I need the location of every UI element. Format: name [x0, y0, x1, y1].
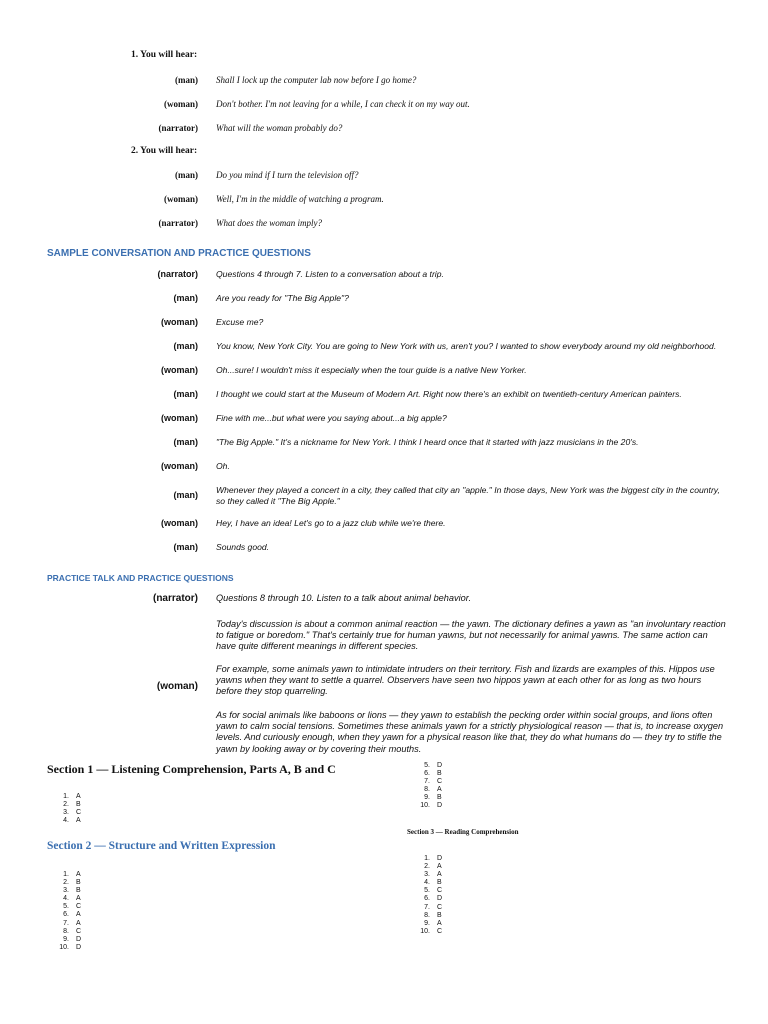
answer-key-list — [414, 855, 449, 936]
answer-key-item — [414, 928, 449, 936]
answer-letter: A — [76, 793, 81, 800]
talk-intro: Questions 8 through 10. Listen to a talk about animal behavior. — [216, 593, 472, 603]
speaker-label: (man) — [173, 341, 198, 351]
speaker-label: (woman) — [161, 317, 198, 327]
dialogue-line: What will the woman probably do? — [216, 123, 343, 133]
answer-letter: A — [76, 919, 81, 927]
answer-number: 2. — [63, 879, 69, 887]
answer-letter: D — [76, 943, 82, 951]
answer-number: 4. — [424, 879, 430, 887]
answer-key-item — [414, 912, 449, 920]
answer-key-list — [53, 793, 88, 825]
answer-number: 3. — [63, 887, 69, 895]
speaker-label: (woman) — [164, 99, 198, 109]
dialogue-line: Questions 4 through 7. Listen to a conversation about a trip. — [216, 269, 444, 279]
answer-letter: B — [76, 801, 81, 809]
section-heading: SAMPLE CONVERSATION AND PRACTICE QUESTIONS — [47, 248, 311, 259]
answer-key-item — [53, 895, 88, 903]
answer-number: 10. — [420, 927, 430, 935]
answer-letter: B — [76, 887, 81, 895]
answer-number: 9. — [424, 919, 430, 927]
answer-key-item — [53, 871, 88, 879]
speaker-label: (narrator) — [158, 123, 198, 133]
answer-key-item — [53, 887, 88, 895]
answer-key-item — [414, 887, 449, 895]
speaker-label: (man) — [173, 389, 198, 399]
answer-number: 10. — [420, 802, 430, 810]
answer-key-item — [414, 762, 449, 770]
answer-number: 2. — [63, 801, 69, 809]
answer-number: 4. — [63, 895, 69, 903]
answer-letter: D — [437, 855, 443, 862]
answer-number: 1. — [424, 855, 430, 862]
dialogue-line: Shall I lock up the computer lab now before I go home? — [216, 75, 417, 85]
dialogue-line: Do you mind if I turn the television off? — [216, 170, 359, 180]
speaker-label: (woman) — [161, 518, 198, 528]
answer-key-title: Section 1 — Listening Comprehension, Parts A, B and C — [47, 762, 336, 776]
answer-key-item — [53, 944, 88, 952]
dialogue-line: Are you ready for "The Big Apple"? — [216, 293, 349, 303]
answer-letter: C — [76, 903, 82, 911]
answer-letter: A — [76, 817, 81, 825]
dialogue-line: "The Big Apple." It's a nickname for New York. I think I heard once that it started with jazz musicians in the 20's. — [216, 437, 639, 447]
answer-key-item — [414, 904, 449, 912]
speaker-label: (woman) — [161, 365, 198, 375]
answer-number: 8. — [424, 786, 430, 794]
answer-key-title: Section 3 — Reading Comprehension — [407, 828, 519, 836]
speaker-label: (narrator) — [158, 218, 198, 228]
speaker-label: (man) — [173, 490, 198, 500]
answer-key-item — [414, 794, 449, 802]
answer-letter: B — [437, 879, 442, 887]
answer-key-item — [53, 879, 88, 887]
answer-letter: C — [437, 887, 443, 895]
answer-number: 7. — [424, 778, 430, 786]
answer-key-item — [414, 863, 449, 871]
dialogue-line: Excuse me? — [216, 317, 264, 327]
answer-key-item — [414, 920, 449, 928]
dialogue-line: Well, I'm in the middle of watching a program. — [216, 194, 384, 204]
speaker-label: (man) — [175, 75, 198, 85]
answer-key-item — [53, 793, 88, 801]
section-heading: PRACTICE TALK AND PRACTICE QUESTIONS — [47, 573, 234, 583]
answer-number: 3. — [63, 809, 69, 817]
answer-number: 5. — [424, 762, 430, 769]
item-1-title: 1. You will hear: — [131, 50, 198, 60]
dialogue-line: Hey, I have an idea! Let's go to a jazz club while we're there. — [216, 518, 446, 528]
answer-key-item — [414, 778, 449, 786]
dialogue-line: Oh. — [216, 461, 230, 471]
speaker-label: (man) — [173, 542, 198, 552]
answer-letter: D — [437, 762, 443, 769]
answer-key-item — [414, 786, 449, 794]
answer-key-item — [414, 770, 449, 778]
dialogue-line: Don't bother. I'm not leaving for a while, I can check it on my way out. — [216, 99, 470, 109]
answer-letter: A — [437, 871, 442, 879]
answer-key-item — [53, 928, 88, 936]
answer-key-item — [414, 895, 449, 903]
dialogue-line: I thought we could start at the Museum of Modern Art. Right now there's an exhibit on twentieth-century American painters. — [216, 389, 682, 399]
answer-key-item — [414, 802, 449, 810]
dialogue-line: Oh...sure! I wouldn't miss it especially when the tour guide is a native New Yorker. — [216, 365, 527, 375]
answer-number: 5. — [424, 887, 430, 895]
answer-letter: C — [437, 927, 443, 935]
answer-number: 9. — [63, 935, 69, 943]
answer-letter: C — [76, 927, 82, 935]
answer-number: 5. — [63, 903, 69, 911]
answer-letter: B — [437, 794, 442, 802]
answer-key-item — [53, 817, 88, 825]
answer-key-item — [53, 903, 88, 911]
answer-number: 10. — [59, 943, 69, 951]
answer-number: 8. — [63, 927, 69, 935]
dialogue-line: Fine with me...but what were you saying about...a big apple? — [216, 413, 447, 423]
speaker-label: (man) — [173, 293, 198, 303]
dialogue-line: What does the woman imply? — [216, 218, 322, 228]
speaker-label: (woman) — [164, 194, 198, 204]
answer-key-list — [53, 871, 88, 952]
dialogue-line: Sounds good. — [216, 542, 270, 552]
answer-number: 7. — [63, 919, 69, 927]
answer-number: 4. — [63, 817, 69, 825]
answer-number: 1. — [63, 871, 69, 878]
speaker-label: (woman) — [161, 461, 198, 471]
answer-letter: B — [437, 911, 442, 919]
answer-key-item — [53, 911, 88, 919]
item-2-title: 2. You will hear: — [131, 146, 198, 156]
answer-number: 6. — [424, 770, 430, 778]
answer-number: 7. — [424, 903, 430, 911]
dialogue-line: You know, New York City. You are going to New York with us, aren't you? I wanted to show everybody around my old neighborhood. — [216, 341, 717, 351]
talk-paragraph: As for social animals like baboons or lions — they yawn to establish the pecking order within social groups, and lions often yawn to calm social tensions. Sometimes these animals yawn for a strictly physiological reason — that is, to increase oxygen levels. And curiously enough, when they yawn for a physical reason like that, they do what humans do — they try to stifle the yawn by looking away or by covering their mouths. — [216, 710, 724, 754]
answer-key-item — [53, 801, 88, 809]
answer-key-title: Section 2 — Structure and Written Expression — [47, 840, 276, 852]
answer-key-item — [53, 936, 88, 944]
answer-letter: D — [76, 935, 82, 943]
answer-key-item — [53, 809, 88, 817]
answer-key-item — [414, 855, 449, 863]
answer-letter: A — [437, 786, 442, 794]
speaker-label: (narrator) — [157, 269, 198, 279]
answer-key-item — [414, 879, 449, 887]
speaker-label: (narrator) — [152, 593, 198, 604]
answer-key-item — [414, 871, 449, 879]
answer-number: 1. — [63, 793, 69, 800]
speaker-label: (man) — [173, 437, 198, 447]
talk-paragraph: For example, some animals yawn to intimidate intruders on their territory. Fish and lizards are examples of this. Hippos use yawns when they want to settle a quarrel. Observers have seen two hippos yawn at each other for as long as two hours before they stop quarreling. — [216, 664, 715, 697]
answer-number: 8. — [424, 911, 430, 919]
speaker-label: (man) — [175, 170, 198, 180]
answer-key-item — [53, 920, 88, 928]
answer-letter: D — [437, 802, 443, 810]
answer-letter: A — [76, 895, 81, 903]
speaker-label: (woman) — [161, 413, 198, 423]
dialogue-line: Whenever they played a concert in a city, they called that city an "apple." In those days, New York was the biggest city in the country, so they called it "The Big Apple." — [216, 485, 720, 506]
answer-letter: A — [76, 871, 81, 878]
answer-number: 6. — [424, 895, 430, 903]
answer-letter: C — [437, 778, 443, 786]
answer-letter: B — [76, 879, 81, 887]
answer-number: 9. — [424, 794, 430, 802]
answer-letter: C — [76, 809, 82, 817]
talk-paragraph: Today's discussion is about a common animal reaction — the yawn. The dictionary defines a yawn as "an involuntary reaction to fatigue or boredom." That's certainly true for human yawns, but not necessarily for animal yawns. The same action can have quite different meanings in different species. — [216, 619, 726, 652]
answer-key-list — [414, 762, 449, 811]
answer-letter: D — [437, 895, 443, 903]
speaker-label: (woman) — [156, 681, 198, 692]
answer-letter: C — [437, 903, 443, 911]
answer-letter: A — [437, 919, 442, 927]
answer-number: 2. — [424, 863, 430, 871]
answer-letter: B — [437, 770, 442, 778]
answer-number: 3. — [424, 871, 430, 879]
answer-letter: A — [437, 863, 442, 871]
answer-number: 6. — [63, 911, 69, 919]
answer-letter: A — [76, 911, 81, 919]
